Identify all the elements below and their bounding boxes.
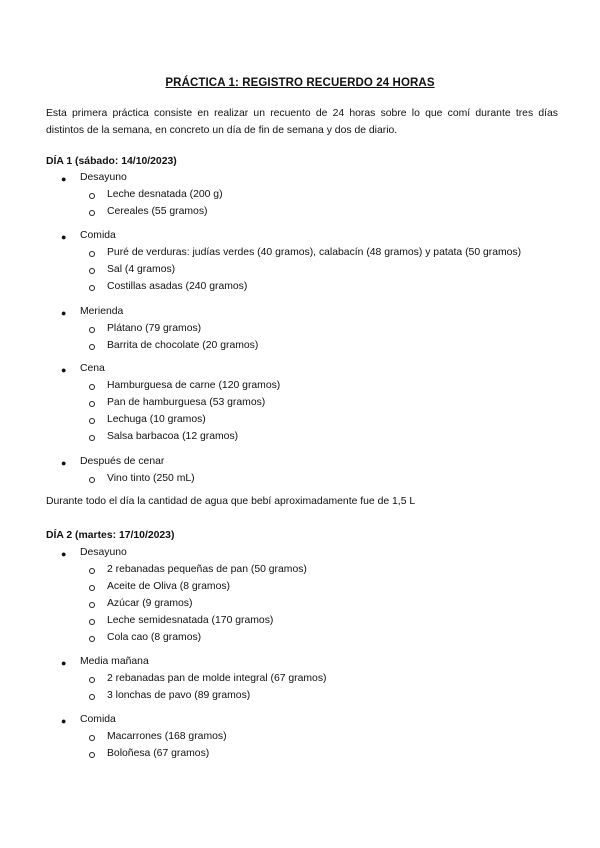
day1-heading: DÍA 1 (sábado: 14/10/2023) bbox=[46, 156, 177, 167]
food-item: Puré de verduras: judías verdes (40 gramos), calabacín (48 gramos) y patata (50 gramos) bbox=[107, 247, 522, 258]
circle-bullet-icon bbox=[89, 694, 95, 700]
food-item: Hamburguesa de carne (120 gramos) bbox=[107, 380, 281, 391]
circle-bullet-icon bbox=[89, 435, 95, 441]
food-item: Costillas asadas (240 gramos) bbox=[107, 281, 248, 292]
circle-bullet-icon bbox=[89, 210, 95, 216]
circle-bullet-icon bbox=[89, 384, 95, 390]
food-item: Vino tinto (250 mL) bbox=[107, 473, 195, 484]
food-item: Lechuga (10 gramos) bbox=[107, 414, 206, 425]
circle-bullet-icon bbox=[89, 752, 95, 758]
food-item: Cereales (55 gramos) bbox=[107, 206, 208, 217]
circle-bullet-icon bbox=[89, 735, 95, 741]
food-item: Plátano (79 gramos) bbox=[107, 323, 202, 334]
food-item: Barrita de chocolate (20 gramos) bbox=[107, 340, 259, 351]
circle-bullet-icon bbox=[89, 344, 95, 350]
circle-bullet-icon bbox=[89, 401, 95, 407]
food-item: Leche desnatada (200 g) bbox=[107, 189, 223, 200]
bullet-icon: ● bbox=[61, 232, 67, 242]
circle-bullet-icon bbox=[89, 477, 95, 483]
food-item: 2 rebanadas pequeñas de pan (50 gramos) bbox=[107, 564, 307, 575]
bullet-icon: ● bbox=[61, 458, 67, 468]
bullet-icon: ● bbox=[61, 308, 67, 318]
meal-label: Comida bbox=[80, 230, 116, 241]
circle-bullet-icon bbox=[89, 568, 95, 574]
food-item: Pan de hamburguesa (53 gramos) bbox=[107, 397, 266, 408]
meal-label: Después de cenar bbox=[80, 456, 165, 467]
circle-bullet-icon bbox=[89, 251, 95, 257]
circle-bullet-icon bbox=[89, 285, 95, 291]
circle-bullet-icon bbox=[89, 619, 95, 625]
circle-bullet-icon bbox=[89, 677, 95, 683]
bullet-icon: ● bbox=[61, 549, 67, 559]
food-item: Cola cao (8 gramos) bbox=[107, 632, 202, 643]
bullet-icon: ● bbox=[61, 174, 67, 184]
intro-paragraph: Esta primera práctica consiste en realizar un recuento de 24 horas sobre lo que comí durante tres días distintos de la semana, en concreto un día de fin de semana y dos de diario. bbox=[46, 108, 558, 136]
circle-bullet-icon bbox=[89, 193, 95, 199]
circle-bullet-icon bbox=[89, 585, 95, 591]
meal-label: Comida bbox=[80, 714, 116, 725]
meal-label: Cena bbox=[80, 363, 105, 374]
circle-bullet-icon bbox=[89, 636, 95, 642]
food-item: Leche semidesnatada (170 gramos) bbox=[107, 615, 274, 626]
food-item: Sal (4 gramos) bbox=[107, 264, 176, 275]
circle-bullet-icon bbox=[89, 268, 95, 274]
food-item: 3 lonchas de pavo (89 gramos) bbox=[107, 690, 251, 701]
food-item: Azúcar (9 gramos) bbox=[107, 598, 193, 609]
meal-label: Media mañana bbox=[80, 656, 149, 667]
water-note: Durante todo el día la cantidad de agua que bebí aproximadamente fue de 1,5 L bbox=[46, 496, 416, 507]
circle-bullet-icon bbox=[89, 602, 95, 608]
food-item: Boloñesa (67 gramos) bbox=[107, 748, 210, 759]
food-item: Salsa barbacoa (12 gramos) bbox=[107, 431, 239, 442]
food-item: Macarrones (168 gramos) bbox=[107, 731, 227, 742]
circle-bullet-icon bbox=[89, 418, 95, 424]
bullet-icon: ● bbox=[61, 658, 67, 668]
day2-heading: DÍA 2 (martes: 17/10/2023) bbox=[46, 530, 175, 541]
meal-label: Merienda bbox=[80, 306, 124, 317]
bullet-icon: ● bbox=[61, 716, 67, 726]
food-item: Aceite de Oliva (8 gramos) bbox=[107, 581, 231, 592]
bullet-icon: ● bbox=[61, 365, 67, 375]
food-item: 2 rebanadas pan de molde integral (67 gramos) bbox=[107, 673, 327, 684]
circle-bullet-icon bbox=[89, 327, 95, 333]
meal-label: Desayuno bbox=[80, 547, 127, 558]
page-title: PRÁCTICA 1: REGISTRO RECUERDO 24 HORAS bbox=[165, 77, 435, 89]
meal-label: Desayuno bbox=[80, 172, 127, 183]
